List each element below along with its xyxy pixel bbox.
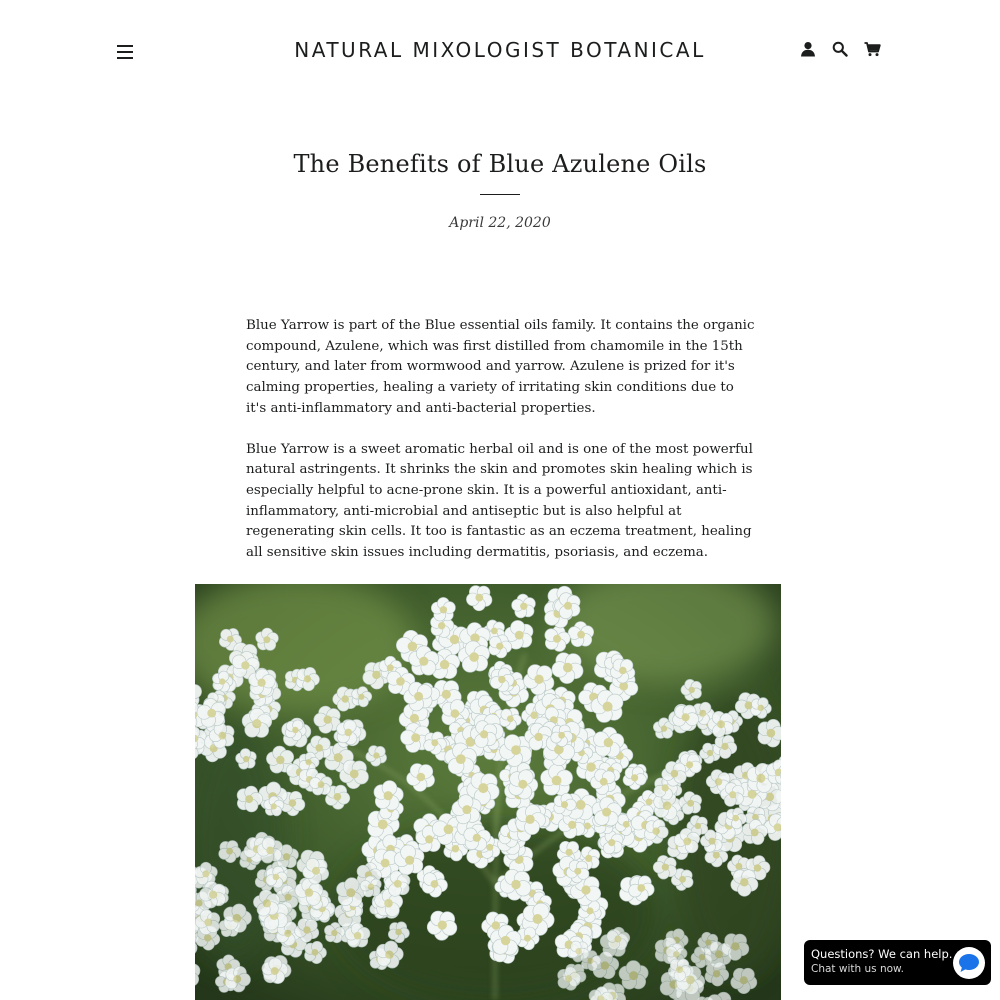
article-title: The Benefits of Blue Azulene Oils — [293, 150, 707, 178]
yarrow-flowers-image — [195, 584, 781, 1000]
search-icon — [832, 41, 848, 57]
title-divider — [480, 194, 520, 195]
article-paragraph: Blue Yarrow is a sweet aromatic herbal oil and is one of the most powerful natural astringents. It shrinks the skin and promotes skin healing which is especially helpful to acne-prone skin. It is a powerful antioxidant, anti-inflammatory, anti-microbial and antiseptic but is also helpful at regenerating skin cells. It too is fantastic as an eczema treatment, healing all sensitive skin issues including dermatitis, psoriasis, and eczema. — [246, 441, 753, 561]
cart-icon — [864, 41, 881, 57]
site-header — [0, 0, 1000, 100]
chat-subline: Chat with us now. — [811, 963, 904, 975]
article-paragraph: Blue Yarrow is part of the Blue essential oils family. It contains the organic compound, Azulene, which was first distilled from chamomile in the 15th century, and later from wormwood and yarrow. Azulene is prized for it's calming properties, healing a variety of irritating skin conditions due to it's anti-inflammatory and anti-bacterial properties. — [246, 318, 755, 416]
header-icons — [798, 39, 882, 59]
chat-headline: Questions? We can help. — [811, 947, 953, 961]
search-button[interactable] — [830, 39, 850, 59]
chat-bubble-glyph — [958, 953, 980, 973]
user-icon — [800, 41, 816, 57]
account-button[interactable] — [798, 39, 818, 59]
chat-bubble-icon[interactable] — [953, 947, 985, 979]
site-title-link[interactable]: NATURAL MIXOLOGIST BOTANICAL — [294, 38, 706, 62]
chat-widget[interactable] — [804, 940, 991, 985]
cart-button[interactable] — [862, 39, 882, 59]
yarrow-flowers-illustration — [195, 584, 781, 1000]
article-date: April 22, 2020 — [449, 215, 551, 231]
article-body — [246, 316, 756, 584]
